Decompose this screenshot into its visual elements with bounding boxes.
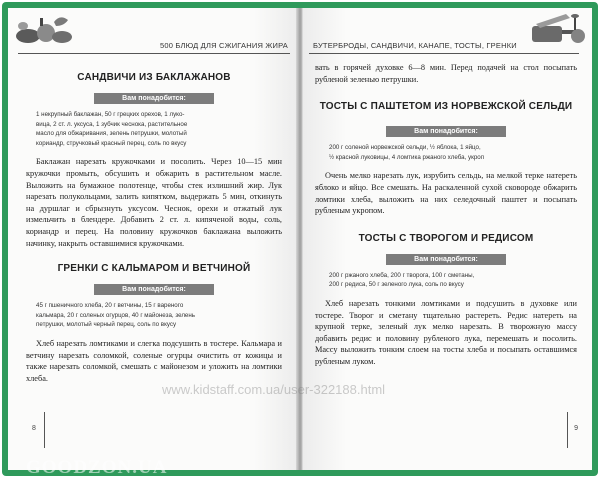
right-page xyxy=(302,8,592,470)
page-number: 9 xyxy=(574,425,578,432)
ingredient-line: ½ красной луковицы, 4 ломтика ржаного хлеба, укроп xyxy=(329,153,485,161)
left-content xyxy=(26,62,282,384)
ingredient-line: 200 г редиса, 50 г зеленого лука, соль по вкусу xyxy=(329,281,464,289)
ingredients-list xyxy=(315,271,577,290)
ingredient-line: масло для обжаривания, зелень петрушки, молотый xyxy=(36,130,187,138)
ingredients-label: Вам понадобится: xyxy=(386,126,506,137)
url-watermark: www.kidstaff.com.ua/user-322188.html xyxy=(162,382,386,397)
recipe-title: ТОСТЫ С ТВОРОГОМ И РЕДИСОМ xyxy=(358,232,534,244)
ingredient-line: кориандр, стручковый красный перец, соль по вкусу xyxy=(36,139,187,147)
ingredient-line: кальмара, 20 г соленых огурцов, 40 г майонеза, зелень xyxy=(36,311,196,319)
recipe-title: ГРЕНКИ С КАЛЬМАРОМ И ВЕТЧИНОЙ xyxy=(57,263,251,275)
recipe-instructions: Баклажан нарезать кружочками и посолить. Через 10—15 мин кружочки промыть, обсушить и обжарить в растительном масле. Выложить на бумажное полотенце, чтобы стек излишний жир. Лук нарезать полукольцами, залить кипятком, выдержать 5 мин, откинуть на дуршлаг и сбрызнуть уксусом. Чеснок, орехи и отжатый лук измельчить в блендере. Добавить 2 ст. л. кипяченой воды, соль, кориандр и перец. На половину кружочков баклажана выложить начинку, накрыть оставшимися кружочками. xyxy=(26,157,282,248)
margin-rule xyxy=(44,412,45,448)
left-page xyxy=(8,8,298,470)
ingredient-line: 45 г пшеничного хлеба, 20 г ветчины, 15 г вареного xyxy=(36,302,184,310)
ingredients-label: Вам понадобится: xyxy=(94,93,214,104)
recipe-title: ТОСТЫ С ПАШТЕТОМ ИЗ НОРВЕЖСКОЙ СЕЛЬДИ xyxy=(319,101,573,113)
running-header-right: БУТЕРБРОДЫ, САНДВИЧИ, КАНАПЕ, ТОСТЫ, ГРЕНКИ xyxy=(309,38,579,54)
page-number: 8 xyxy=(32,425,36,432)
book-spread xyxy=(2,2,598,476)
ingredient-line: 200 г ржаного хлеба, 200 г творога, 100 г сметаны, xyxy=(329,271,475,279)
site-watermark: GOODZON.UA xyxy=(26,457,168,478)
ingredient-line: 200 г соленой норвежской сельди, ½ яблока, 1 яйцо, xyxy=(329,144,481,152)
ingredients-list xyxy=(315,143,577,162)
ingredients-label: Вам понадобится: xyxy=(386,254,506,265)
continued-text: вать в горячей духовке 6—8 мин. Перед подачей на стол посыпать рубленой зеленью петрушки. xyxy=(315,63,577,84)
ingredient-line: вица, 2 ст. л. уксуса, 1 зубчик чеснока, растительное xyxy=(36,120,188,128)
ingredients-list xyxy=(26,110,282,148)
ingredient-line: петрушки, молотый черный перец, соль по вкусу xyxy=(36,321,177,329)
recipe-instructions: Хлеб нарезать ломтиками и слегка подсушить в тостере. Кальмара и ветчину нарезать соломкой, соленые огурцы очистить от кожицы и также нарезать соломкой, смешать с майонезом и уложить на ломтики хлеба. xyxy=(26,338,282,383)
recipe-instructions: Хлеб нарезать тонкими ломтиками и подсушить в духовке или тостере. Творог и сметану тщательно растереть. Редис натереть на крупной терке, зеленый лук мелко нарезать. В творожную массу добавить редис и половину рубленого лука, перемешать и посолить. Массу выложить тонким слоем на тосты хлеба и посыпать оставшимся рубленым луком. xyxy=(315,298,577,366)
ingredients-label: Вам понадобится: xyxy=(94,284,214,295)
margin-rule xyxy=(567,412,568,448)
recipe-instructions: Очень мелко нарезать лук, изрубить сельдь, на мелкой терке натереть яблоко и яйцо. Все смешать. На раскаленной сухой сковороде обжарить ломтики хлеба, выложить на них селедочный паштет и посыпать рубленым укропом. xyxy=(315,171,577,216)
ingredients-list xyxy=(26,301,282,330)
recipe-title: САНДВИЧИ ИЗ БАКЛАЖАНОВ xyxy=(77,72,231,83)
ingredient-line: 1 некрупный баклажан, 50 г грецких орехов, 1 луко- xyxy=(36,111,185,118)
right-content xyxy=(315,62,577,368)
running-header-left: 500 БЛЮД ДЛЯ СЖИГАНИЯ ЖИРА xyxy=(18,38,290,54)
